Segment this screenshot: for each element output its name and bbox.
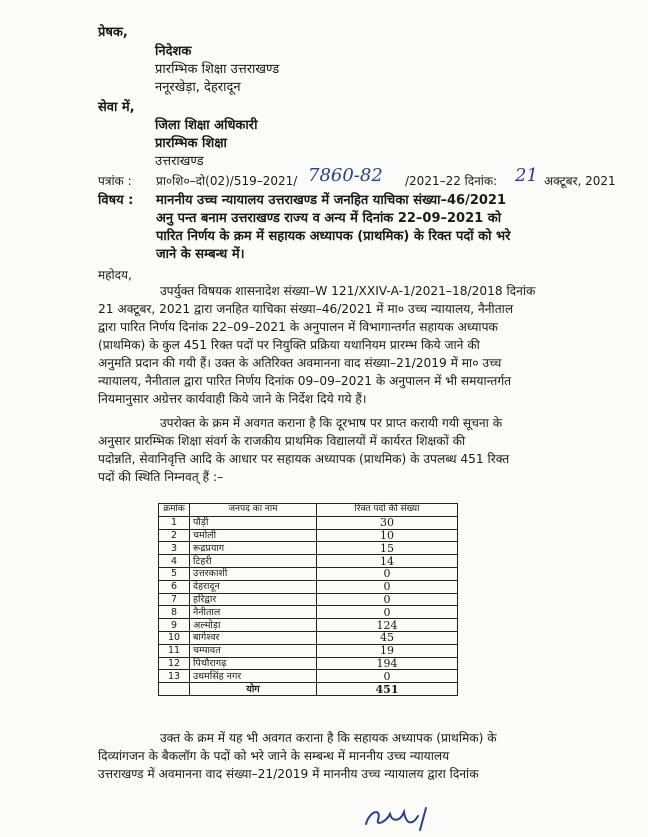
column-header-serial: क्रमांक [159, 504, 190, 517]
table-row [159, 567, 458, 580]
district-cell: बागेश्वर [190, 631, 317, 644]
table-total-row [159, 683, 458, 696]
district-cell: टिहरी [190, 555, 317, 568]
column-header-vacancies: रिक्त पदों की संख्या [317, 504, 458, 517]
paragraph-1-line: 21 अक्टूबर, 2021 द्वारा जनहित याचिका संख्या–46/2021 में मा० उच्च न्यायालय, नैनीताल [98, 302, 514, 316]
district-cell: देहरादून [190, 580, 317, 593]
table-row [159, 516, 458, 529]
subject-line: अनु पन्त बनाम उत्तराखण्ड राज्य व अन्य में दिनांक 22–09–2021 को [156, 211, 502, 226]
serial-cell: 12 [159, 657, 190, 670]
recipient-department: प्रारम्भिक शिक्षा [155, 136, 227, 151]
vacancy-count-cell: 194 [317, 657, 458, 670]
serial-cell: 13 [159, 670, 190, 683]
vacancy-count-cell: 45 [317, 631, 458, 644]
paragraph-1-line: नियमानुसार अग्रेत्तर कार्यवाही किये जाने के निर्देश दिये गये हैं। [98, 392, 367, 406]
paragraph-2-line: अनुसार प्रारम्भिक शिक्षा संवर्ग के राजकीय प्राथमिक विद्यालयों में कार्यरत शिक्षकों की [98, 434, 466, 448]
district-cell: रूद्रप्रयाग [190, 542, 317, 555]
table-row [159, 529, 458, 542]
subject-line: माननीय उच्च न्यायालय उत्तराखण्ड में जनहित याचिका संख्या–46/2021 [156, 193, 507, 208]
serial-cell: 6 [159, 580, 190, 593]
sender-department: प्रारम्भिक शिक्षा उत्तराखण्ड [155, 62, 280, 77]
vacancy-count-cell: 124 [317, 619, 458, 632]
reference-date: अक्टूबर, 2021 [544, 174, 616, 188]
subject-label: विषय : [98, 193, 134, 208]
serial-cell: 4 [159, 555, 190, 568]
paragraph-3-line: उत्तराखण्ड में अवमानना वाद संख्या–21/2019 में माननीय उच्च न्यायालय द्वारा दिनांक [98, 767, 479, 781]
paragraph-3-line: उक्त के क्रम में यह भी अवगत कराना है कि सहायक अध्यापक (प्राथमिक) के [160, 731, 497, 745]
vacancy-count-cell: 19 [317, 644, 458, 657]
vacancy-table [158, 503, 458, 696]
table-row [159, 657, 458, 670]
district-cell: पौड़ी [190, 516, 317, 529]
paragraph-1-line: (प्राथमिक) के कुल 451 रिक्त पदों पर नियुक्ति प्रक्रिया यथानियम प्रारम्भ किये जाने की [98, 338, 480, 352]
paragraph-1-line: उपर्युक्त विषयक शासनादेश संख्या–W 121/XXIV-A-1/2021–18/2018 दिनांक [160, 284, 536, 298]
paragraph-1-line: द्वारा पारित निर्णय दिनांक 22–09–2021 के अनुपालन में विभागान्तर्गत सहायक अध्यापक [98, 320, 498, 334]
district-cell: चमोली [190, 529, 317, 542]
serial-cell: 2 [159, 529, 190, 542]
district-cell: उधमसिंह नगर [190, 670, 317, 683]
vacancy-count-cell: 10 [317, 529, 458, 542]
recipient-label: सेवा में, [98, 100, 135, 115]
handwritten-date-day: 21 [515, 165, 538, 186]
vacancy-count-cell: 0 [317, 567, 458, 580]
vacancy-table-body [159, 516, 458, 682]
vacancy-count-cell: 0 [317, 593, 458, 606]
paragraph-2-line: उपरोक्त के क्रम में अवगत कराना है कि दूरभाष पर प्राप्त करायी गयी सूचना के [160, 416, 503, 430]
column-header-district: जनपद का नाम [190, 504, 317, 517]
paragraph-1-line: न्यायालय, नैनीताल द्वारा पारित निर्णय दिनांक 09–09–2021 के अनुपालन में भी समयान्तर्गत [98, 374, 512, 388]
district-cell: चम्पावत [190, 644, 317, 657]
salutation: महोदय, [98, 268, 132, 282]
serial-cell: 11 [159, 644, 190, 657]
district-cell: उत्तरकाशी [190, 567, 317, 580]
reference-label: पत्रांक : [98, 174, 132, 188]
district-cell: पिथौरागढ़ [190, 657, 317, 670]
table-row [159, 555, 458, 568]
subject-line: पारित निर्णय के क्रम में सहायक अध्यापक (प्राथमिक) के रिक्त पदों को भरे [156, 229, 511, 244]
vacancy-count-cell: 14 [317, 555, 458, 568]
table-row [159, 670, 458, 683]
table-row [159, 644, 458, 657]
reference-number: प्रा०शि०–दो(02)/519–2021/ [156, 174, 298, 188]
serial-cell: 9 [159, 619, 190, 632]
table-row [159, 619, 458, 632]
sender-label: प्रेषक, [98, 25, 128, 40]
district-cell: नैनीताल [190, 606, 317, 619]
table-row [159, 606, 458, 619]
vacancy-count-cell: 30 [317, 516, 458, 529]
serial-cell: 5 [159, 567, 190, 580]
serial-cell: 7 [159, 593, 190, 606]
serial-cell: 1 [159, 516, 190, 529]
handwritten-dispatch-number: 7860-82 [308, 165, 383, 186]
serial-cell: 3 [159, 542, 190, 555]
sender-title: निदेशक [155, 44, 192, 59]
handwritten-signature-mark [360, 800, 440, 832]
vacancy-count-cell: 0 [317, 580, 458, 593]
vacancy-count-cell: 0 [317, 606, 458, 619]
reference-suffix: /2021–22 दिनांक: [405, 174, 498, 188]
serial-cell: 8 [159, 606, 190, 619]
total-value: 451 [317, 683, 458, 696]
district-cell: हरिद्वार [190, 593, 317, 606]
recipient-state: उत्तराखण्ड [155, 154, 204, 169]
paragraph-2-line: पदोन्नति, सेवानिवृत्ति आदि के आधार पर सहायक अध्यापक (प्राथमिक) के उपलब्ध 451 रिक्त [98, 452, 510, 466]
serial-cell: 10 [159, 631, 190, 644]
subject-line: जाने के सम्बन्ध में। [156, 247, 245, 262]
total-label: योग [190, 683, 317, 696]
paragraph-2-line: पदों की स्थिति निम्नवत् हैं :– [98, 470, 224, 484]
table-row [159, 631, 458, 644]
vacancy-count-cell: 15 [317, 542, 458, 555]
table-row [159, 580, 458, 593]
paragraph-3-line: दिव्यांगजन के बैकलॉग के पदों को भरे जाने के सम्बन्ध में माननीय उच्च न्यायालय [98, 749, 450, 763]
total-serial-cell [159, 683, 190, 696]
paragraph-1-line: अनुमति प्रदान की गयी हैं। उक्त के अतिरिक्त अवमानना वाद संख्या–21/2019 में मा० उच्च [98, 356, 502, 370]
district-cell: अल्मोड़ा [190, 619, 317, 632]
recipient-title: जिला शिक्षा अधिकारी [155, 118, 258, 133]
vacancy-count-cell: 0 [317, 670, 458, 683]
table-header-row [159, 504, 458, 517]
table-row [159, 593, 458, 606]
table-row [159, 542, 458, 555]
sender-address: ननूरखेड़ा, देहरादून [155, 80, 241, 95]
